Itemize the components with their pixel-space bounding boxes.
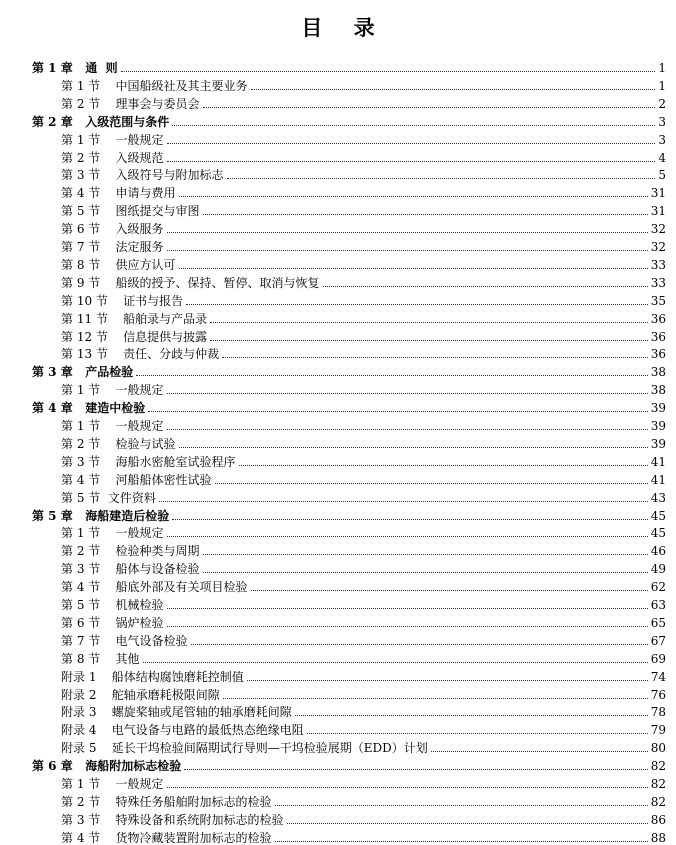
dot-leader xyxy=(172,125,655,126)
toc-section-entry[interactable] xyxy=(0,93,676,111)
toc-section-entry[interactable] xyxy=(0,719,676,737)
dot-leader xyxy=(251,590,648,591)
toc-entry-label: 第 3 节 特殊设备和系统附加标志的检验 xyxy=(61,812,284,827)
toc-entry-label: 第 2 节 理事会与委员会 xyxy=(61,96,200,111)
toc-entry-label: 第 7 节 法定服务 xyxy=(61,240,164,254)
toc-entry-page-number: 3 xyxy=(658,114,666,129)
toc-section-entry[interactable] xyxy=(0,791,676,809)
toc-section-entry[interactable] xyxy=(0,451,676,469)
dot-leader xyxy=(251,89,656,90)
toc-entry-page-number: 5 xyxy=(658,168,666,183)
toc-entry-page-number: 39 xyxy=(650,401,666,416)
toc-section-entry[interactable] xyxy=(0,558,676,576)
toc-section-entry[interactable] xyxy=(0,648,676,666)
toc-entry-page-number: 36 xyxy=(650,347,666,362)
toc-entry-page-number: 41 xyxy=(650,472,666,487)
toc-entry-page-number: 35 xyxy=(650,293,666,308)
dot-leader xyxy=(167,536,648,537)
toc-entry-page-number: 76 xyxy=(650,687,666,702)
toc-entry-label: 第 5 节 图纸提交与审图 xyxy=(61,204,200,219)
dot-leader xyxy=(227,178,656,179)
toc-section-entry[interactable] xyxy=(0,308,676,326)
toc-entry-page-number: 33 xyxy=(650,257,666,272)
toc-entry-page-number: 82 xyxy=(650,777,666,791)
toc-entry-label: 第 5 章 海船建造后检验 xyxy=(32,508,170,523)
toc-entry-label: 第 8 节 供应方认可 xyxy=(61,257,176,272)
dot-leader xyxy=(167,626,648,627)
toc-section-entry[interactable] xyxy=(0,773,676,791)
toc-entry-label: 第 1 节 一般规定 xyxy=(61,526,164,541)
toc-section-entry[interactable] xyxy=(0,701,676,719)
dot-leader xyxy=(167,393,648,394)
toc-entry-page-number: 4 xyxy=(658,150,666,165)
toc-section-entry[interactable] xyxy=(0,487,676,505)
toc-section-entry[interactable] xyxy=(0,415,676,433)
toc-entry-page-number: 80 xyxy=(650,741,666,756)
toc-entry-label: 第 6 节 入级服务 xyxy=(61,222,164,237)
dot-leader xyxy=(287,823,648,824)
toc-section-entry[interactable] xyxy=(0,379,676,397)
toc-section-entry[interactable] xyxy=(0,433,676,451)
toc-section-entry[interactable] xyxy=(0,254,676,272)
toc-entry-label: 第 8 节 其他 xyxy=(61,651,140,666)
toc-entry-label: 第 1 节 一般规定 xyxy=(61,383,164,398)
toc-entry-page-number: 39 xyxy=(650,419,666,433)
toc-entry-label: 第 1 节 一般规定 xyxy=(61,777,164,791)
dot-leader xyxy=(159,501,648,502)
toc-section-entry[interactable] xyxy=(0,576,676,594)
dot-leader xyxy=(121,71,656,72)
toc-section-entry[interactable] xyxy=(0,272,676,290)
page-title: 目 录 xyxy=(301,16,387,40)
toc-chapter-entry[interactable] xyxy=(0,755,676,773)
toc-entry-label: 附录 4 电气设备与电路的最低热态绝缘电阻 xyxy=(61,723,304,738)
dot-leader xyxy=(215,483,648,484)
toc-entry-page-number: 2 xyxy=(658,96,666,111)
dot-leader xyxy=(179,447,648,448)
dot-leader xyxy=(323,286,648,287)
toc-entry-label: 第 13 节 责任、分歧与仲裁 xyxy=(61,347,220,362)
toc-entry-label: 第 11 节 船舶录与产品录 xyxy=(61,311,208,326)
toc-entry-page-number: 82 xyxy=(650,794,666,809)
toc-entry-page-number: 88 xyxy=(650,830,666,845)
toc-section-entry[interactable] xyxy=(0,218,676,236)
dot-leader xyxy=(203,214,648,215)
toc-entry-label: 第 7 节 电气设备检验 xyxy=(61,633,188,648)
toc-section-entry[interactable] xyxy=(0,594,676,612)
toc-entry-page-number: 78 xyxy=(650,705,666,720)
toc-entry-label: 第 3 节 海船水密舱室试验程序 xyxy=(61,454,236,469)
toc-entry-page-number: 45 xyxy=(650,508,666,523)
toc-entry-page-number: 3 xyxy=(658,132,666,147)
toc-entry-page-number: 36 xyxy=(650,311,666,326)
dot-leader xyxy=(184,769,647,770)
toc-entry-page-number: 41 xyxy=(650,454,666,469)
toc-entry-label: 附录 1 船体结构腐蚀磨耗控制值 xyxy=(61,669,244,684)
dot-leader xyxy=(431,751,648,752)
toc-entry-label: 第 2 节 入级规范 xyxy=(61,150,164,165)
toc-entry-page-number: 39 xyxy=(650,436,666,451)
toc-section-entry[interactable] xyxy=(0,200,676,218)
toc-entry-page-number: 74 xyxy=(650,669,666,684)
toc-entry-page-number: 67 xyxy=(650,633,666,648)
toc-section-entry[interactable] xyxy=(0,129,676,147)
dot-leader xyxy=(222,357,648,358)
toc-section-entry[interactable] xyxy=(0,827,676,845)
toc-entry-label: 第 1 节 一般规定 xyxy=(61,132,164,147)
toc-entry-label: 第 4 节 河船船体密性试验 xyxy=(61,472,212,487)
toc-entry-label: 第 4 节 船底外部及有关项目检验 xyxy=(61,580,248,595)
dot-leader xyxy=(247,680,648,681)
toc-entry-label: 第 3 节 船体与设备检验 xyxy=(61,562,200,577)
toc-section-entry[interactable] xyxy=(0,75,676,93)
toc-entry-page-number: 36 xyxy=(650,329,666,344)
toc-section-entry[interactable] xyxy=(0,540,676,558)
dot-leader xyxy=(167,787,648,788)
dot-leader xyxy=(167,250,648,251)
dot-leader xyxy=(167,143,656,144)
toc-entry-label: 第 10 节 证书与报告 xyxy=(61,293,184,308)
toc-section-entry[interactable] xyxy=(0,684,676,702)
toc-entry-page-number: 38 xyxy=(650,365,666,380)
toc-section-entry[interactable] xyxy=(0,236,676,254)
toc-entry-page-number: 32 xyxy=(650,222,666,237)
toc-entry-page-number: 1 xyxy=(658,61,666,75)
toc-entry-page-number: 82 xyxy=(650,759,666,774)
toc-entry-label: 附录 2 舵轴承磨耗极限间隙 xyxy=(61,687,220,702)
toc-entry-page-number: 43 xyxy=(650,490,666,505)
toc-entry-page-number: 62 xyxy=(650,580,666,595)
dot-leader xyxy=(179,268,648,269)
toc-section-entry[interactable] xyxy=(0,164,676,182)
toc-chapter-entry[interactable] xyxy=(0,505,676,523)
toc-section-entry[interactable] xyxy=(0,182,676,200)
dot-leader xyxy=(167,608,648,609)
toc-section-entry[interactable] xyxy=(0,290,676,308)
toc-entry-page-number: 33 xyxy=(650,275,666,290)
dot-leader xyxy=(172,519,647,520)
toc-entry-label: 附录 5 延长干坞检验间隔期试行导则—干坞检验展期（EDD）计划 xyxy=(61,741,428,756)
dot-leader xyxy=(210,340,648,341)
toc-entry-label: 第 9 节 船级的授予、保持、暂停、取消与恢复 xyxy=(61,275,320,290)
toc-section-entry[interactable] xyxy=(0,469,676,487)
dot-leader xyxy=(136,375,647,376)
toc-entry-label: 第 2 节 特殊任务船舶附加标志的检验 xyxy=(61,794,272,809)
toc-entry-label: 第 3 章 产品检验 xyxy=(32,365,134,380)
dot-leader xyxy=(275,805,648,806)
toc-entry-page-number: 86 xyxy=(650,812,666,827)
toc-chapter-entry[interactable] xyxy=(0,111,676,129)
dot-leader xyxy=(239,465,648,466)
dot-leader xyxy=(275,841,648,842)
toc-entry-label: 第 6 章 海船附加标志检验 xyxy=(32,759,182,774)
dot-leader xyxy=(203,572,648,573)
dot-leader xyxy=(167,232,648,233)
dot-leader xyxy=(167,429,648,430)
toc-entry-label: 第 5 节 机械检验 xyxy=(61,598,164,612)
toc-entry-page-number: 65 xyxy=(650,615,666,630)
dot-leader xyxy=(203,554,648,555)
toc-section-entry[interactable] xyxy=(0,612,676,630)
toc-entry-page-number: 31 xyxy=(650,186,666,201)
dot-leader xyxy=(307,733,648,734)
toc-entry-label: 第 4 节 申请与费用 xyxy=(61,186,176,201)
toc-entry-label: 第 12 节 信息提供与披露 xyxy=(61,329,208,344)
toc-entry-page-number: 49 xyxy=(650,562,666,577)
toc-entry-label: 第 2 章 入级范围与条件 xyxy=(32,114,170,129)
dot-leader xyxy=(295,715,648,716)
dot-leader xyxy=(143,662,648,663)
toc-entry-label: 第 5 节 文件资料 xyxy=(61,490,156,505)
dot-leader xyxy=(223,698,648,699)
toc-entry-label: 第 6 节 锅炉检验 xyxy=(61,615,164,630)
toc-entry-page-number: 32 xyxy=(650,240,666,254)
toc-section-entry[interactable] xyxy=(0,630,676,648)
toc-entry-page-number: 1 xyxy=(658,78,666,93)
toc-entry-label: 附录 3 螺旋桨轴或尾管轴的轴承磨耗间隙 xyxy=(61,705,292,720)
dot-leader xyxy=(191,644,648,645)
toc-section-entry[interactable] xyxy=(0,343,676,361)
toc-entry-page-number: 79 xyxy=(650,723,666,738)
dot-leader xyxy=(148,411,647,412)
toc-section-entry[interactable] xyxy=(0,809,676,827)
toc-entry-label: 第 2 节 检验与试验 xyxy=(61,436,176,451)
toc-entry-label: 第 1 节 中国船级社及其主要业务 xyxy=(61,78,248,93)
toc-chapter-entry[interactable] xyxy=(0,397,676,415)
toc-section-entry[interactable] xyxy=(0,737,676,755)
toc-entry-page-number: 45 xyxy=(650,526,666,541)
toc-entry-page-number: 31 xyxy=(650,204,666,219)
toc-chapter-entry[interactable] xyxy=(0,57,676,75)
toc-section-entry[interactable] xyxy=(0,326,676,344)
dot-leader xyxy=(179,196,648,197)
dot-leader xyxy=(203,107,656,108)
toc-entry-label: 第 4 节 货物冷藏装置附加标志的检验 xyxy=(61,830,272,845)
toc-entry-label: 第 3 节 入级符号与附加标志 xyxy=(61,168,224,183)
toc-section-entry[interactable] xyxy=(0,666,676,684)
dot-leader xyxy=(210,322,648,323)
toc-section-entry[interactable] xyxy=(0,147,676,165)
toc-entry-label: 第 1 章 通 则 xyxy=(32,61,118,75)
toc-entry-page-number: 63 xyxy=(650,598,666,612)
toc-entry-label: 第 2 节 检验种类与周期 xyxy=(61,544,200,559)
toc-entry-page-number: 69 xyxy=(650,651,666,666)
toc-section-entry[interactable] xyxy=(0,522,676,540)
toc-entry-page-number: 46 xyxy=(650,544,666,559)
toc-entry-label: 第 1 节 一般规定 xyxy=(61,419,164,433)
dot-leader xyxy=(167,161,656,162)
toc-entry-page-number: 38 xyxy=(650,383,666,398)
toc-entry-label: 第 4 章 建造中检验 xyxy=(32,401,146,416)
toc-chapter-entry[interactable] xyxy=(0,361,676,379)
dot-leader xyxy=(186,304,648,305)
